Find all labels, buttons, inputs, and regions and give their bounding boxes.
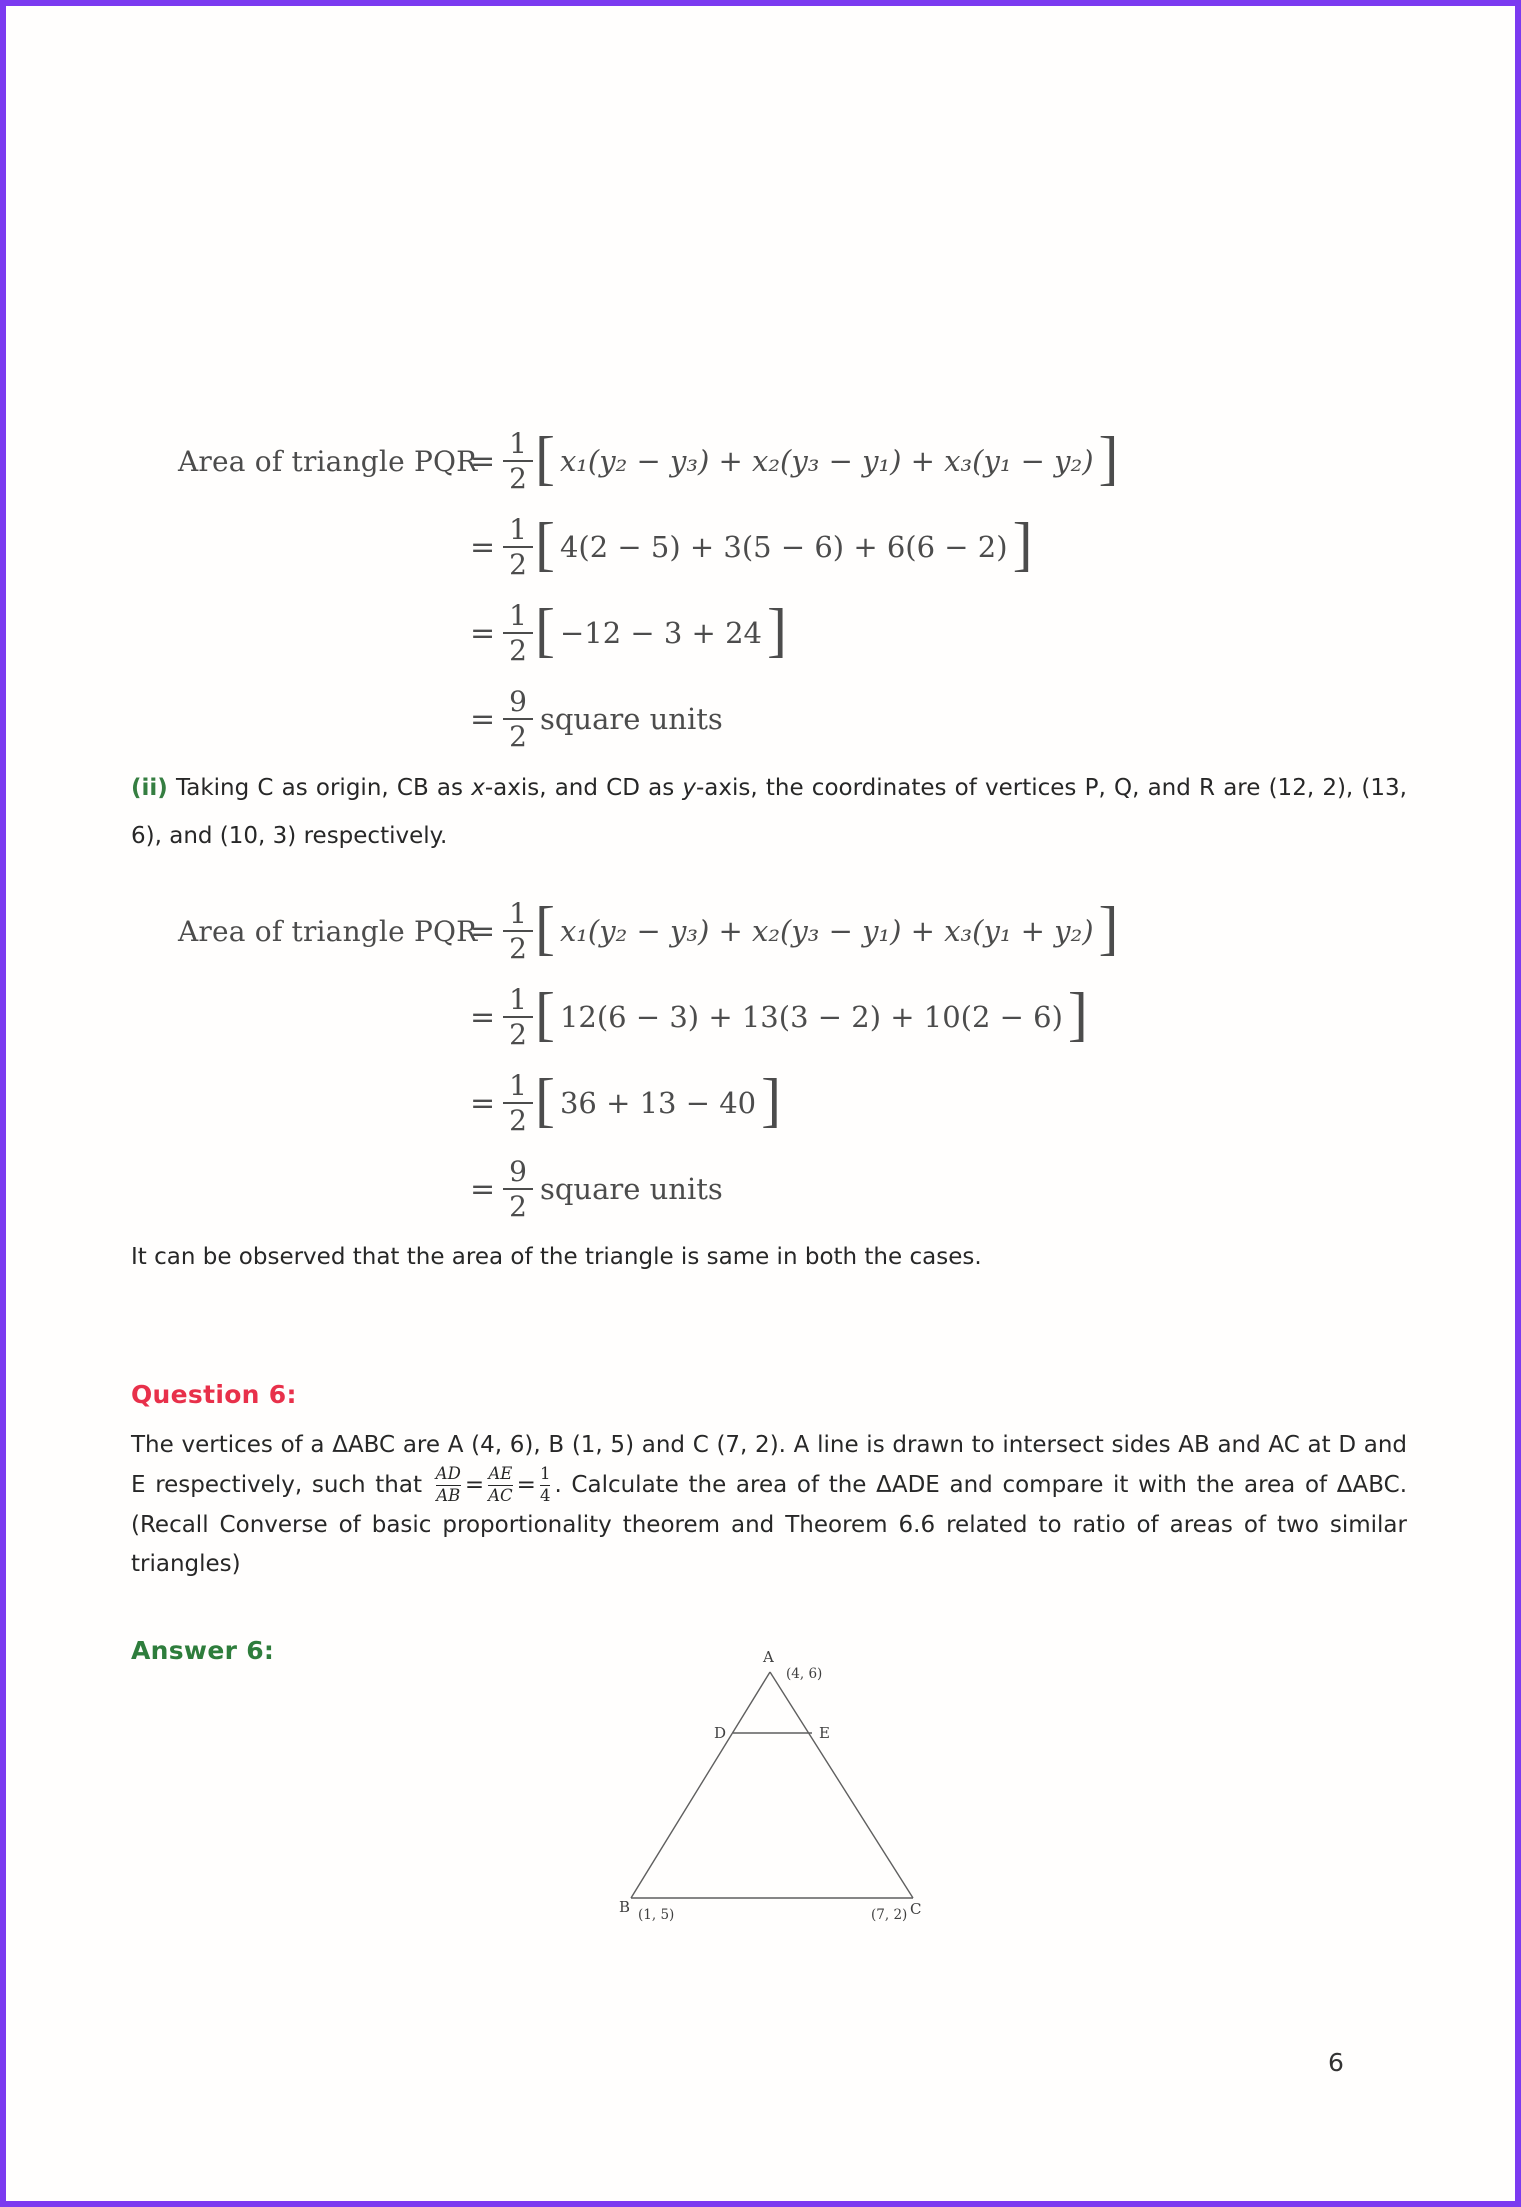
equals-sign: = [464, 1471, 485, 1498]
coord-label-C: (7, 2) [871, 1907, 908, 1923]
italic-y: y [682, 775, 696, 801]
fraction [506, 428, 530, 495]
triangle-svg [566, 1640, 1016, 1972]
equals-sign: = [470, 1085, 496, 1121]
vertex-label-B: B [619, 1898, 631, 1916]
right-bracket: ] [1098, 425, 1119, 491]
fraction-denominator: 2 [509, 720, 527, 753]
fraction-numerator: 1 [509, 426, 527, 460]
equation-content: x₁(y₂ − y₃) + x₂(y₃ − y₁) + x₃(y₁ − y₂) [559, 444, 1094, 478]
equals-sign: = [470, 443, 496, 479]
equation-line [178, 590, 1119, 676]
equation-line [178, 676, 1119, 762]
equation-line [178, 1146, 1119, 1232]
equation-content: square units [539, 1172, 723, 1206]
fraction [506, 898, 530, 965]
equals-sign: = [470, 615, 496, 651]
left-bracket: [ [534, 511, 555, 577]
fraction-numerator: 1 [539, 1464, 551, 1483]
fraction-denominator: 4 [539, 1485, 551, 1505]
right-bracket: ] [766, 597, 787, 663]
equation-line [178, 974, 1119, 1060]
left-bracket: [ [534, 895, 555, 961]
observation-text: It can be observed that the area of the triangle is same in both the cases. [131, 1244, 982, 1270]
equation-line [178, 418, 1119, 504]
right-bracket: ] [1067, 981, 1088, 1047]
fraction-denominator: AC [488, 1485, 513, 1505]
equation-content: 12(6 − 3) + 13(3 − 2) + 10(2 − 6) [559, 1000, 1063, 1034]
left-bracket: [ [534, 1067, 555, 1133]
equation-block-1 [178, 418, 1119, 762]
equals-sign: = [470, 1171, 496, 1207]
equation-line [178, 888, 1119, 974]
fraction-1-4 [540, 1465, 551, 1506]
question-6-heading: Question 6: [131, 1380, 297, 1409]
vertex-label-E: E [819, 1724, 830, 1742]
equals-sign: = [470, 913, 496, 949]
fraction [506, 1070, 530, 1137]
equation-label: Area of triangle PQR [178, 914, 478, 948]
right-bracket: ] [1012, 511, 1033, 577]
answer-6-heading: Answer 6: [131, 1636, 275, 1665]
fraction-numerator: 1 [509, 896, 527, 930]
question-text-segment: . Calculate the area of the ΔADE and compare it with the area of ΔABC. (Recall Converse of basic proportionality theorem and Theorem 6.6 related to ratio of areas of two similar triangles) [131, 1471, 1407, 1577]
equation-label: Area of triangle PQR [178, 444, 478, 478]
fraction-denominator: 2 [509, 548, 527, 581]
part-ii-text: -axis, the coordinates of vertices P, Q, and R are (12, 2), (13, 6), and (10, 3) respectively. [131, 775, 1407, 849]
fraction-AD-AB [436, 1465, 461, 1506]
fraction [506, 686, 530, 753]
vertex-label-C: C [910, 1900, 922, 1918]
paragraph-part-ii [131, 764, 1407, 860]
side-AC [770, 1672, 913, 1898]
equals-sign: = [470, 999, 496, 1035]
left-bracket: [ [534, 597, 555, 663]
equals-sign: = [470, 529, 496, 565]
italic-x: x [471, 775, 485, 801]
fraction [506, 600, 530, 667]
equation-line [178, 504, 1119, 590]
part-ii-marker: (ii) [131, 775, 168, 801]
equation-content: 36 + 13 − 40 [559, 1086, 757, 1120]
fraction-numerator: 1 [509, 598, 527, 632]
fraction-numerator: AE [488, 1464, 513, 1483]
triangle-diagram [566, 1640, 1016, 1972]
right-bracket: ] [761, 1067, 782, 1133]
vertex-label-D: D [714, 1724, 727, 1742]
page-number: 6 [1328, 2048, 1344, 2077]
fraction-numerator: 9 [509, 684, 527, 718]
fraction-AE-AC [488, 1465, 513, 1506]
side-AB [631, 1672, 770, 1898]
coord-label-A: (4, 6) [786, 1666, 823, 1682]
coord-label-B: (1, 5) [638, 1907, 675, 1923]
fraction-denominator: 2 [509, 634, 527, 667]
left-bracket: [ [534, 981, 555, 1047]
fraction-denominator: 2 [509, 932, 527, 965]
equation-content: −12 − 3 + 24 [559, 616, 762, 650]
fraction-numerator: 1 [509, 512, 527, 546]
vertex-label-A: A [763, 1648, 774, 1666]
fraction-numerator: 1 [509, 982, 527, 1016]
question-text-segment: The vertices of a ΔABC are A (4, 6), B (1, 5) and C (7, 2). A line is drawn to intersect sides AB and AC at D and E respectively, such that [131, 1432, 1407, 1498]
part-ii-text: -axis, and CD as [484, 775, 683, 801]
equation-block-2 [178, 888, 1119, 1232]
equation-line [178, 1060, 1119, 1146]
fraction-numerator: 9 [509, 1154, 527, 1188]
equation-content: 4(2 − 5) + 3(5 − 6) + 6(6 − 2) [559, 530, 1008, 564]
fraction [506, 514, 530, 581]
equation-content: square units [539, 702, 723, 736]
equals-sign: = [516, 1471, 536, 1498]
equation-content: x₁(y₂ − y₃) + x₂(y₃ − y₁) + x₃(y₁ + y₂) [559, 914, 1094, 948]
equals-sign: = [470, 701, 496, 737]
fraction-denominator: 2 [509, 462, 527, 495]
fraction-denominator: 2 [509, 1190, 527, 1223]
fraction [506, 984, 530, 1051]
fraction-denominator: 2 [509, 1104, 527, 1137]
fraction-denominator: AB [436, 1485, 461, 1505]
fraction-denominator: 2 [509, 1018, 527, 1051]
fraction-numerator: 1 [509, 1068, 527, 1102]
fraction [506, 1156, 530, 1223]
right-bracket: ] [1098, 895, 1119, 961]
part-ii-text: Taking C as origin, CB as [167, 775, 472, 801]
left-bracket: [ [534, 425, 555, 491]
fraction-numerator: AD [435, 1464, 461, 1483]
question-6-text [131, 1426, 1407, 1584]
